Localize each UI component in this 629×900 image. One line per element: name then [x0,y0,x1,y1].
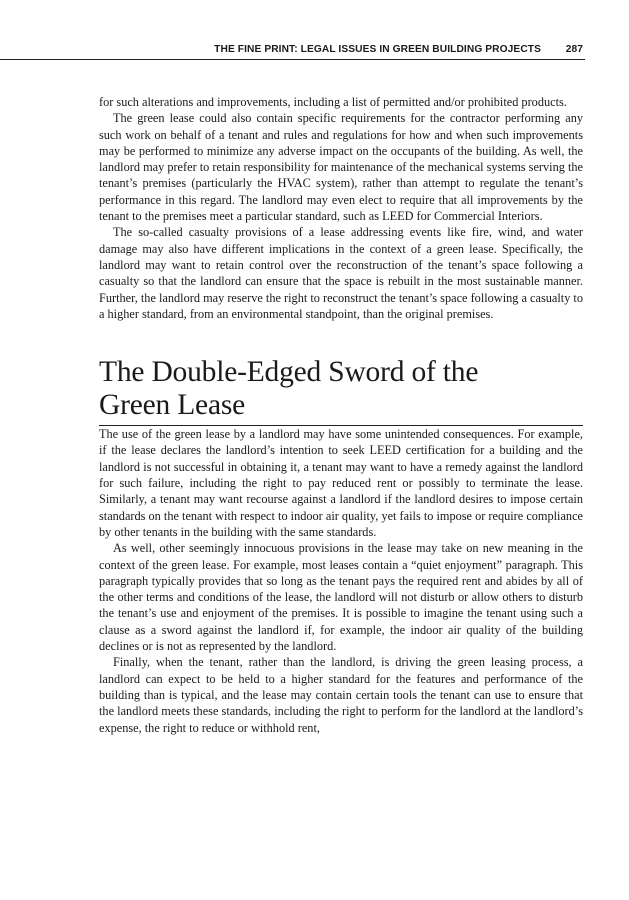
section-heading-line-2: Green Lease [99,389,246,422]
paragraph-unintended-consequences: The use of the green lease by a landlord may have some unintended consequences. For example, if the lease declares the landlord’s intention to seek LEED certification for a building and the landlord is not successful in obtaining it, a tenant may want to have a remedy against the landlord for such failure, including the right to pay reduced rent or possibly to terminate the lease. Similarly, a tenant may want recourse against a landlord if the landlord desires to impose certain standards on the tenant with respect to indoor air quality, yet fails to impose or require compliance by other tenants in the building with the same standards. [99,427,583,539]
paragraph-continued: for such alterations and improvements, including a list of permitted and/or prohibited products. [99,95,567,109]
running-header-title: THE FINE PRINT: LEGAL ISSUES IN GREEN BUILDING PROJECTS [214,44,541,55]
page-number: 287 [565,44,583,55]
section-heading [99,356,583,426]
running-header [0,42,585,60]
paragraph-quiet-enjoyment: As well, other seemingly innocuous provisions in the lease may take on new meaning in the context of the green lease. For example, most leases contain a “quiet enjoyment” paragraph. This paragraph typically provides that so long as the tenant pays the required rent and abides by all of the other terms and conditions of the lease, the landlord will not disturb or allow others to disturb the tenant’s use and enjoyment of the premises. It is possible to imagine the tenant using such a clause as a sword against the landlord if, for example, the indoor air quality of the building declines or is not as represented by the landlord. [99,541,583,654]
paragraph-casualty-provisions: The so-called casualty provisions of a lease addressing events like fire, wind, and water damage may also have different implications in the context of a green lease. Specifically, the landlord may want to retain control over the reconstruction of the tenant’s space following a casualty so that the landlord can ensure that the space is rebuilt in the most sustainable manner. Further, the landlord may reserve the right to reconstruct the tenant’s space following a casualty to a higher standard, from an environmental standpoint, than the original premises. [99,225,583,321]
paragraph-contractor-requirements: The green lease could also contain specific requirements for the contractor performing any such work on behalf of a tenant and rules and regulations for how and when such improvements may be performed to minimize any adverse impact on the occupants of the building. As well, the landlord may prefer to retain responsibility for maintenance of the mechanical systems serving the tenant’s premises (particularly the HVAC system), rather than attempt to regulate the tenant’s performance in this regard. The landlord may even elect to require that all improvements by the tenant to the premises meet a particular standard, such as LEED for Commercial Interiors. [99,111,583,224]
page-body [99,94,583,736]
section-heading-line-1: The Double-Edged Sword of the [99,356,479,389]
paragraph-tenant-driven: Finally, when the tenant, rather than the landlord, is driving the green leasing process, a landlord can expect to be held to a higher standard for the features and performance of the building than is typical, and the lease may contain certain tools the tenant can use to ensure that the landlord meets these standards, including the right to perform for the landlord at the landlord’s expense, the right to reduce or withhold rent, [99,655,583,735]
